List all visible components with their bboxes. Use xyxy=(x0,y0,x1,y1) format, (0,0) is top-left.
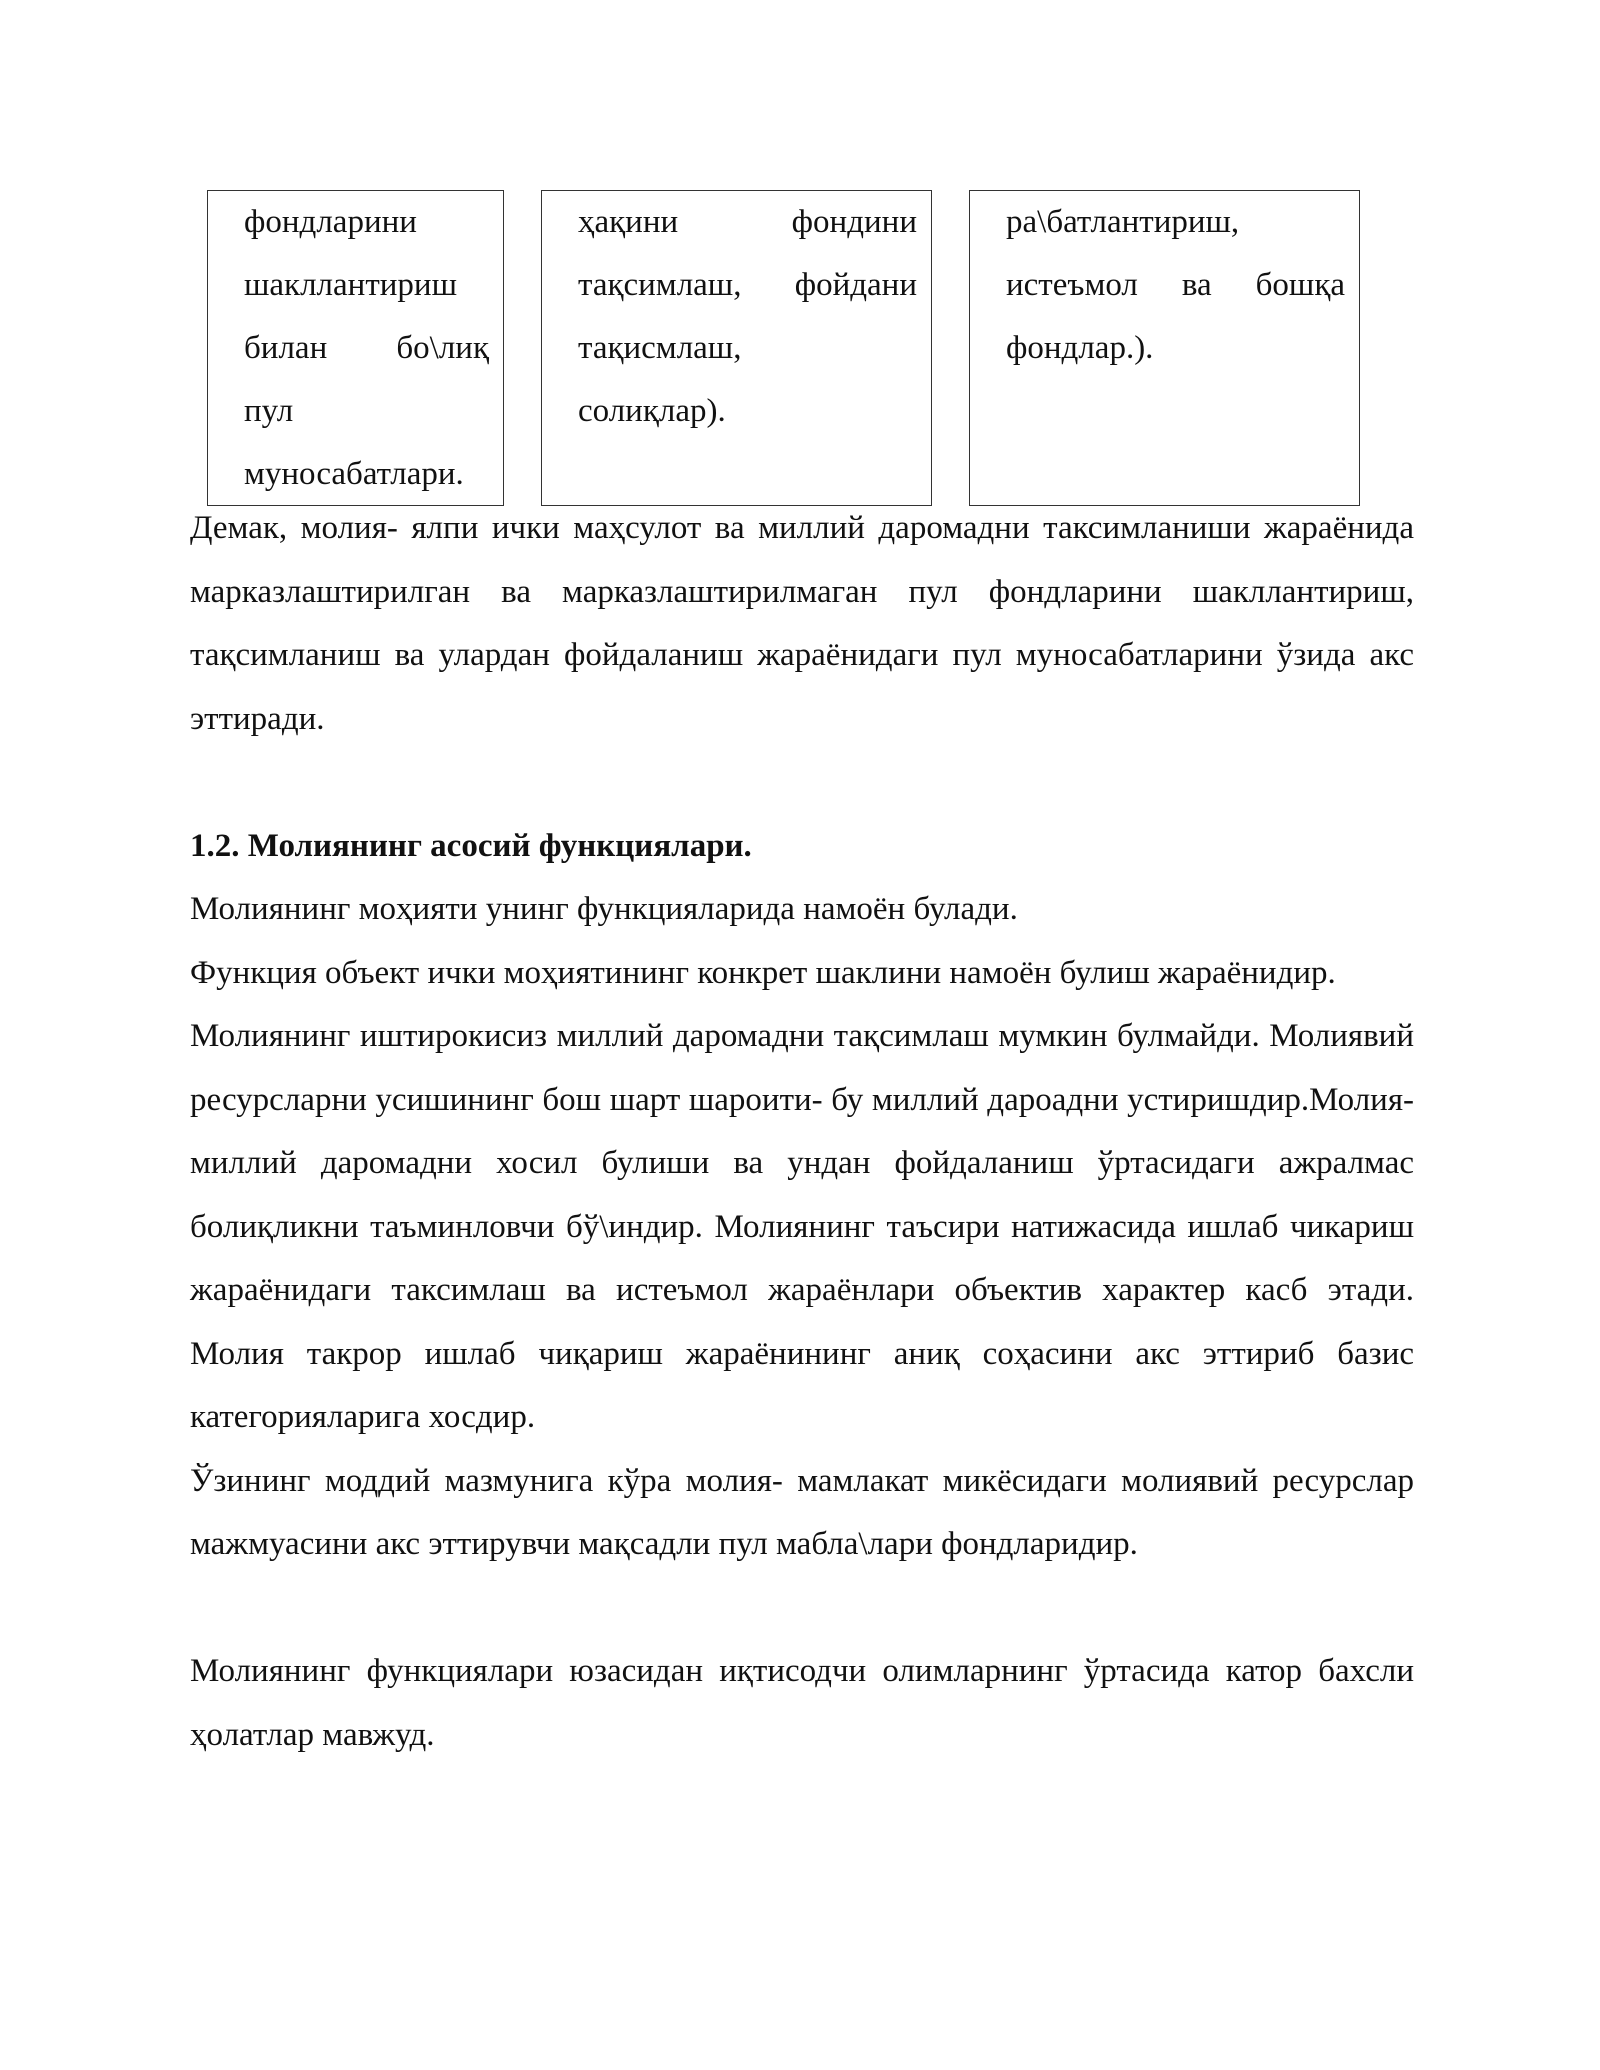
body-text xyxy=(190,497,1414,1767)
box-line: тақисмлаш, xyxy=(578,330,742,366)
box-line: фондларини xyxy=(244,204,417,240)
box-line: солиқлар). xyxy=(578,393,726,429)
flow-box-middle xyxy=(541,190,932,506)
paragraph-debates: Молиянинг функциялари юзасидан иқтисодчи олимларнинг ўртасида катор бахсли ҳолатлар мавжуд. xyxy=(190,1653,1414,1753)
paragraph-essence: Молиянинг моҳияти унинг функцияларида намоён булади. xyxy=(190,891,1018,927)
box-line: шакллантириш xyxy=(244,267,457,303)
blank-line xyxy=(190,1577,1414,1641)
box-line: билан бо\лиқ xyxy=(244,330,489,366)
box-line: ра\батлантириш, xyxy=(1006,204,1240,240)
flow-box-left xyxy=(207,190,504,506)
paragraph-material-content: Ўзининг моддий мазмунига кўра молия- мамлакат микёсидаги молиявий ресурслар мажмуасини акс эттирувчи мақсадли пул мабла\лари фондларидир. xyxy=(190,1462,1414,1562)
box-line: пул xyxy=(244,393,294,429)
box-line: тақсимлаш, фойдани xyxy=(578,267,917,303)
paragraph-distribution: Молиянинг иштирокисиз миллий даромадни тақсимлаш мумкин булмайди. Молиявий ресурсларни усишининг бош шарт шароити- бу миллий дароадни устиришдир.Молия- миллий даромадни хосил булиши ва ундан фойдаланиш ўртасидаги ажралмас болиқликни таъминловчи бў\индир. Молиянинг таъсири натижасида ишлаб чикариш жараёнидаги таксимлаш ва истеъмол жараёнлари объектив характер касб этади. Молия такрор ишлаб чиқариш жараёнининг аниқ соҳасини акс эттириб базис категорияларига хосдир. xyxy=(190,1018,1414,1435)
box-line: фондлар.). xyxy=(1006,330,1154,366)
blank-line xyxy=(190,751,1414,815)
paragraph-summary: Демак, молия- ялпи ички маҳсулот ва миллий даромадни таксимланиши жараёнида марказлаштирилган ва марказлаштирилмаган пул фондларини шакллантириш, тақсимланиш ва улардан фойдаланиш жараёнидаги пул муносабатларини ўзида акс эттиради. xyxy=(190,510,1414,737)
flow-box-right xyxy=(969,190,1360,506)
section-heading: 1.2. Молиянинг асосий функциялари. xyxy=(190,827,752,864)
paragraph-function-definition: Функция объект ички моҳиятининг конкрет шаклини намоён булиш жараёнидир. xyxy=(190,954,1336,991)
box-line: муносабатлари. xyxy=(244,456,464,492)
box-line: истеъмол ва бошқа xyxy=(1006,267,1345,303)
box-line: ҳақини фондини xyxy=(578,204,917,240)
